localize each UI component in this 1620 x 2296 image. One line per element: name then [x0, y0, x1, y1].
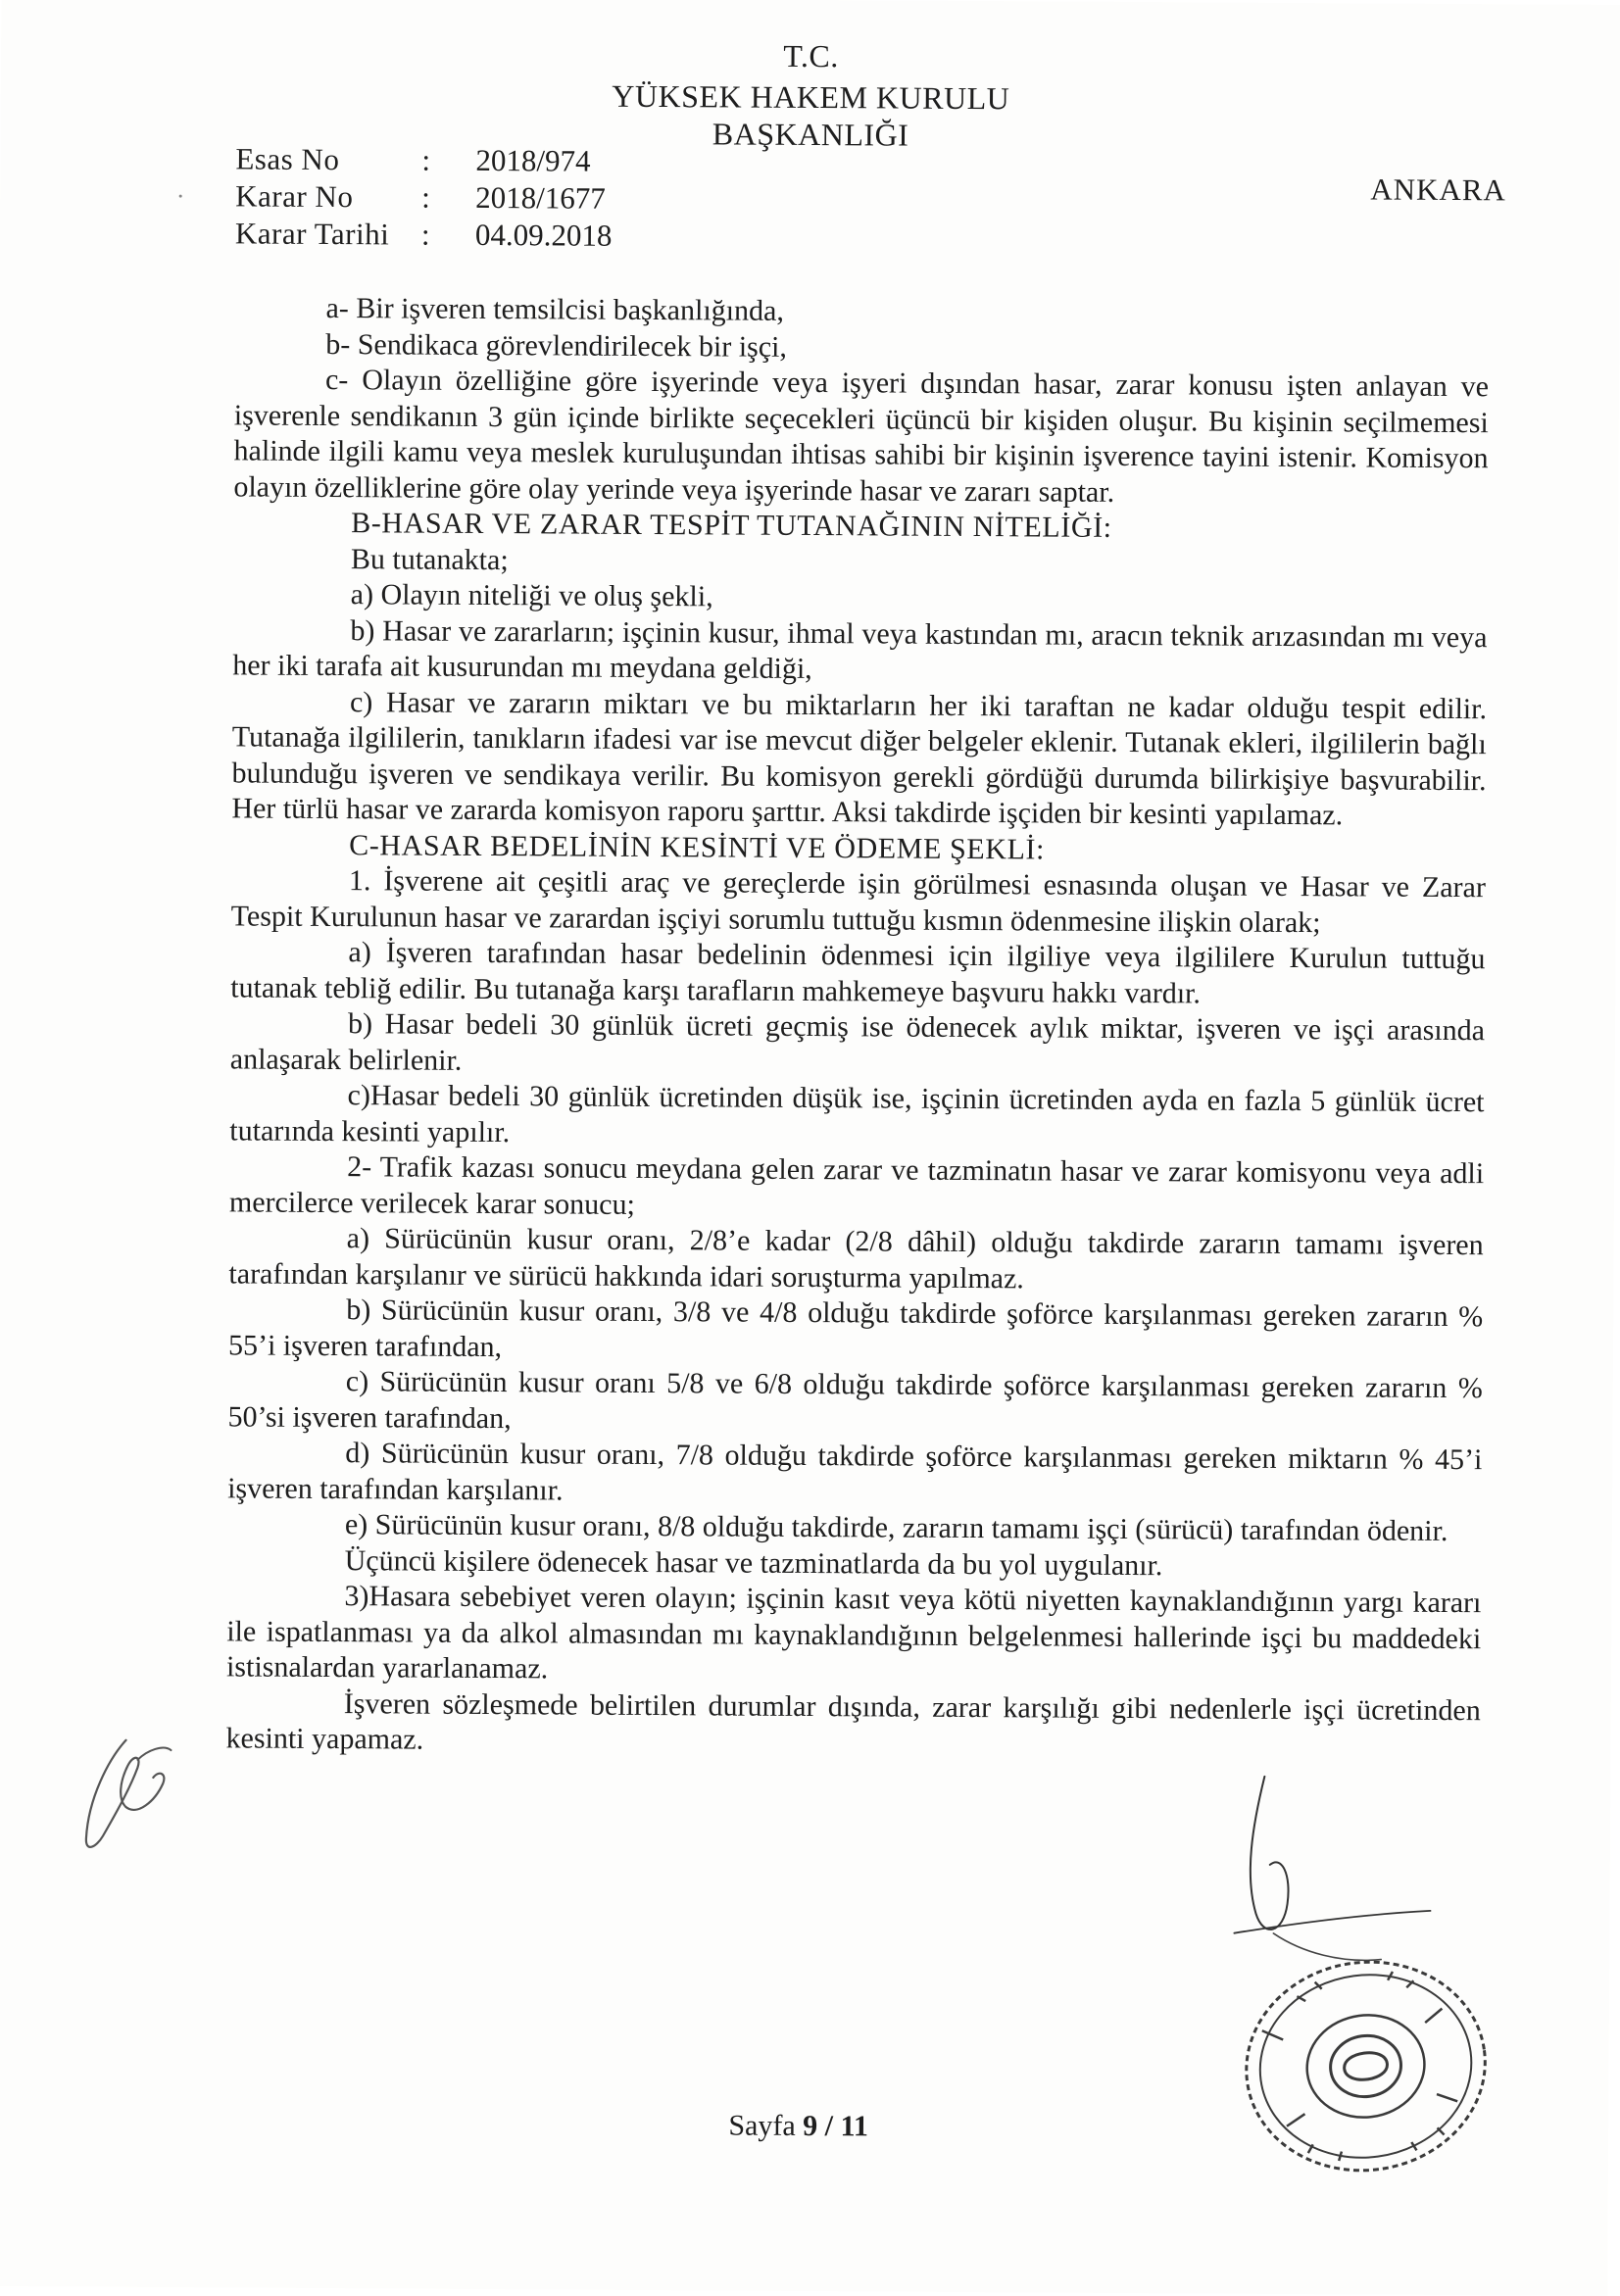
body-paragraph: b) Hasar ve zararların; işçinin kusur, ihmal veya kastından mı, aracın teknik arızasından mı veya her iki tarafa ait kusurundan mı meydana geldiği,	[232, 613, 1488, 686]
meta-case-no	[235, 141, 725, 179]
body-paragraph: b- Sendikaca görevlendirilecek bir işçi,	[325, 327, 788, 364]
body-paragraph: a) İşveren tarafından hasar bedelinin ödenmesi için ilgiliye veya ilgililere Kurulun tuttuğu tutanak tebliğ edilir. Bu tutanağa karşı tarafların mahkemeye başvuru hakkı vardır.	[230, 936, 1486, 1009]
body-paragraph: b) Hasar bedeli 30 günlük ücreti geçmiş ise ödenecek aylık miktar, işveren ve işçi arasında anlaşarak belirlenir.	[229, 1007, 1486, 1077]
page-number-value: 9 / 11	[803, 2109, 869, 2143]
meta-label: Karar No	[235, 178, 354, 215]
body-paragraph: c)Hasar bedeli 30 günlük ücretinden düşük ise, işçinin ücretinden ayda en fazla 5 günlük ücret tutarında kesinti yapılır.	[229, 1079, 1485, 1148]
header-presidency: BAŞKANLIĞI	[712, 116, 909, 153]
body-paragraph: c) Hasar ve zararın miktarı ve bu miktarların her iki taraftan ne kadar olduğu tespit edilir. Tutanağa ilgililerin, tanıkların ifadesi var ise mevcut diğer belgeler eklenir. Tutanak ekleri, ilgililerin bağlı bulunduğu işveren ve sendikaya verilir. Bu komisyon gerekli gördüğü durumda bilirkişiye başvurabilir. Her türlü hasar ve zararda komisyon raporu şarttır. Aksi takdirde işçiden bir kesinti yapılamaz.	[231, 685, 1488, 832]
meta-value: 2018/974	[475, 142, 591, 178]
scan-speck	[176, 192, 184, 200]
body-paragraph: 3)Hasara sebebiyet veren olayın; işçinin kasıt veya kötü niyetten kaynaklandığının yargı kararı ile ispatlanması ya da alkol almasından mı kaynaklandığının belgelenmesi hallerinde işçi bu maddedeki istisnalardan yararlanamaz.	[225, 1580, 1482, 1685]
header-institution: YÜKSEK HAKEM KURULU	[612, 77, 1010, 117]
body-paragraph: a) Sürücünün kusur oranı, 2/8’e kadar (2/8 dâhil) olduğu takdirde zararın tamamı işveren tarafından karşılanır ve sürücü hakkında idari soruşturma yapılmaz.	[228, 1222, 1484, 1295]
meta-colon: :	[421, 179, 430, 215]
meta-decision-no	[235, 178, 725, 217]
body-paragraph: d) Sürücünün kusur oranı, 7/8 olduğu takdirde şoförce karşılanması gereken miktarın % 45’i işveren tarafından karşılanır.	[227, 1437, 1483, 1506]
body-paragraph: a) Olayın niteliği ve oluş şekli,	[350, 578, 713, 613]
meta-value: 04.09.2018	[474, 217, 613, 253]
body-paragraph: a- Bir işveren temsilcisi başkanlığında,	[325, 291, 784, 327]
header-city: ANKARA	[1370, 171, 1506, 208]
body-paragraph: e) Sürücünün kusur oranı, 8/8 olduğu takdirde, zararın tamamı işçi (sürücü) tarafından ödenir.	[344, 1508, 1448, 1548]
meta-decision-date	[235, 216, 725, 254]
section-heading: B-HASAR VE ZARAR TESPİT TUTANAĞININ NİTELİĞİ:	[351, 507, 1112, 544]
body-paragraph: c) Sürücünün kusur oranı 5/8 ve 6/8 olduğu takdirde şoförce karşılanması gereken zararın % 50’si işveren tarafından,	[227, 1365, 1483, 1435]
body-paragraph: 2- Trafik kazası sonucu meydana gelen zarar ve tazminatın hasar ve zarar komisyonu veya adli mercilerce verilecek karar sonucu;	[228, 1150, 1485, 1221]
meta-label: Karar Tarihi	[234, 216, 390, 252]
body-paragraph: Bu tutanakta;	[350, 542, 509, 576]
body-paragraph: b) Sürücünün kusur oranı, 3/8 ve 4/8 olduğu takdirde şoförce karşılanması gereken zararın % 55’i işveren tarafından,	[227, 1294, 1484, 1363]
body-paragraph: 1. İşverene ait çeşitli araç ve gereçlerde işin görülmesi esnasında oluşan ve Hasar ve Zarar Tespit Kurulunun hasar ve zarardan işçiyi sorumlu tuttuğu kısmın ödenmesine ilişkin olarak;	[230, 864, 1487, 939]
meta-label: Esas No	[235, 141, 340, 177]
header-tc: T.C.	[783, 37, 839, 74]
meta-value: 2018/1677	[475, 179, 606, 216]
meta-colon: :	[420, 217, 430, 252]
handwritten-initial	[69, 1720, 187, 1868]
body-paragraph: Üçüncü kişilere ödenecek hasar ve tazminatlarda da bu yol uygulanır.	[344, 1543, 1163, 1582]
official-stamp	[1228, 1948, 1503, 2185]
body-paragraph: c- Olayın özelliğine göre işyerinde veya işyeri dışından hasar, zarar konusu işten anlayan ve işverenle sendikanın 3 gün içinde birlikte seçecekleri üçüncü bir kişiden oluşur. Bu kişinin seçilmemesi halinde ilgili kamu veya meslek kuruluşundan ihtisas sahibi bir kişinin işverence tayini istenir. Komisyon olayın özelliklerine göre olay yerinde veya işyerinde hasar ve zararı saptar.	[233, 363, 1490, 509]
page-number-prefix: Sayfa	[728, 2109, 804, 2142]
meta-colon: :	[421, 142, 431, 177]
document-body	[225, 290, 1489, 1764]
section-heading: C-HASAR BEDELİNİN KESİNTİ VE ÖDEME ŞEKLİ:	[349, 828, 1046, 865]
body-paragraph: İşveren sözleşmede belirtilen durumlar dışında, zarar karşılığı gibi nedenlerle işçi ücretinden kesinti yapamaz.	[225, 1686, 1481, 1756]
